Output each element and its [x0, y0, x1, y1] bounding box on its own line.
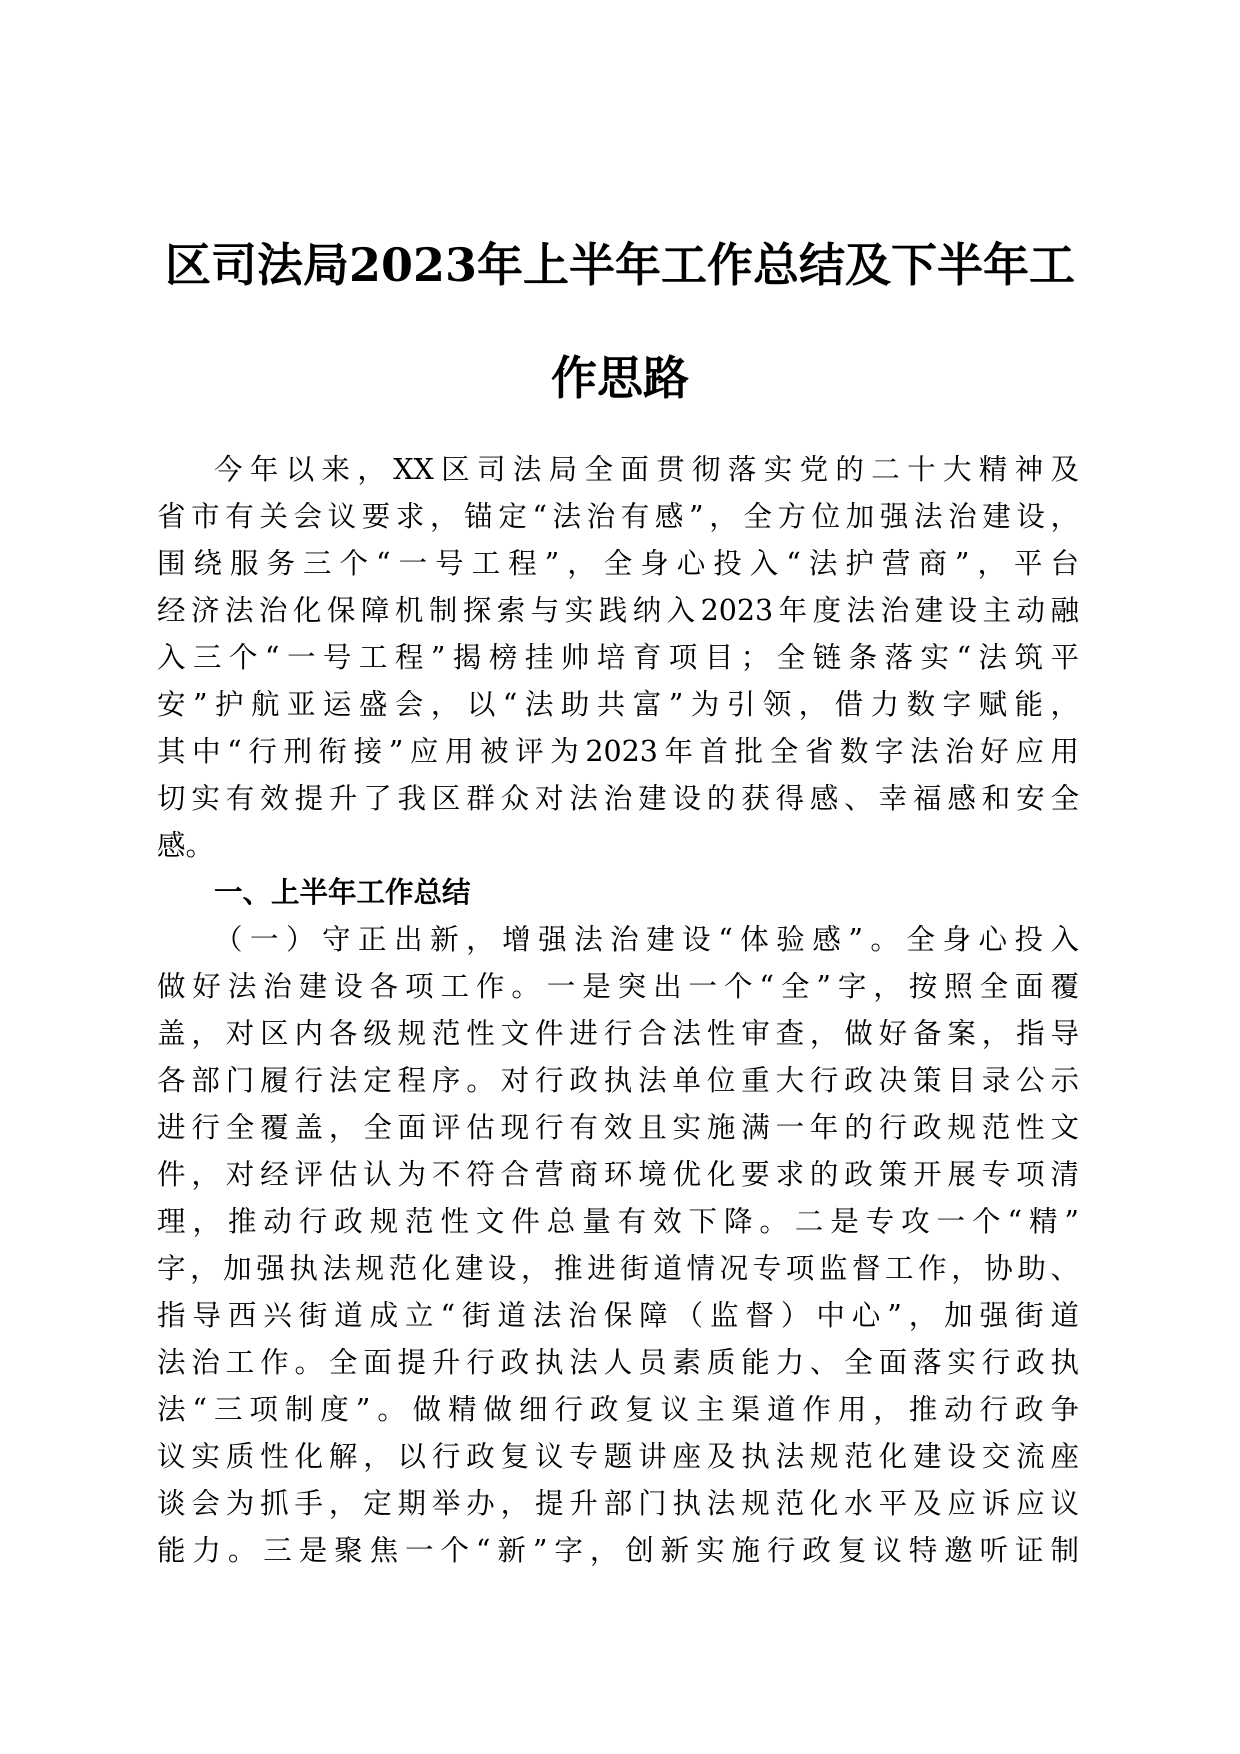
intro-line: 入三个“一号工程”揭榜挂帅培育项目；全链条落实“法筑平	[157, 641, 1079, 674]
intro-line: 围绕服务三个“一号工程”，全身心投入“法护营商”，平台	[157, 547, 1079, 580]
intro-line: 省市有关会议要求，锚定“法治有感”，全方位加强法治建设，	[157, 500, 1079, 533]
section-line: 字，加强执法规范化建设，推进街道情况专项监督工作，协助、	[157, 1252, 1079, 1285]
section-heading: 一、上半年工作总结	[214, 876, 471, 909]
section-line: 件，对经评估认为不符合营商环境优化要求的政策开展专项清	[157, 1158, 1079, 1191]
intro-line: 其中“行刑衔接”应用被评为2023年首批全省数字法治好应用	[157, 735, 1079, 768]
document-title-line-2: 作思路	[551, 351, 689, 405]
section-line: 谈会为抓手，定期举办，提升部门执法规范化水平及应诉应议	[157, 1487, 1079, 1520]
section-line: 法“三项制度”。做精做细行政复议主渠道作用，推动行政争	[157, 1393, 1079, 1426]
intro-line: 切实有效提升了我区群众对法治建设的获得感、幸福感和安全	[157, 782, 1079, 815]
intro-line: 感。	[157, 829, 215, 862]
section-line: 做好法治建设各项工作。一是突出一个“全”字，按照全面覆	[157, 970, 1079, 1003]
intro-line: 经济法治化保障机制探索与实践纳入2023年度法治建设主动融	[157, 594, 1079, 627]
intro-line: 今年以来，XX区司法局全面贯彻落实党的二十大精神及	[214, 453, 1079, 486]
section-line: （一）守正出新，增强法治建设“体验感”。全身心投入	[214, 923, 1079, 956]
section-line: 进行全覆盖，全面评估现行有效且实施满一年的行政规范性文	[157, 1111, 1079, 1144]
section-line: 指导西兴街道成立“街道法治保障（监督）中心”，加强街道	[157, 1299, 1079, 1332]
document-title-line-1: 区司法局2023年上半年工作总结及下半年工	[164, 238, 1076, 292]
section-line: 能力。三是聚焦一个“新”字，创新实施行政复议特邀听证制	[157, 1534, 1079, 1567]
section-line: 理，推动行政规范性文件总量有效下降。二是专攻一个“精”	[157, 1205, 1079, 1238]
intro-line: 安”护航亚运盛会，以“法助共富”为引领，借力数字赋能，	[157, 688, 1079, 721]
section-line: 法治工作。全面提升行政执法人员素质能力、全面落实行政执	[157, 1346, 1079, 1379]
section-line: 议实质性化解，以行政复议专题讲座及执法规范化建设交流座	[157, 1440, 1079, 1473]
section-line: 盖，对区内各级规范性文件进行合法性审查，做好备案，指导	[157, 1017, 1079, 1050]
section-line: 各部门履行法定程序。对行政执法单位重大行政决策目录公示	[157, 1064, 1079, 1097]
